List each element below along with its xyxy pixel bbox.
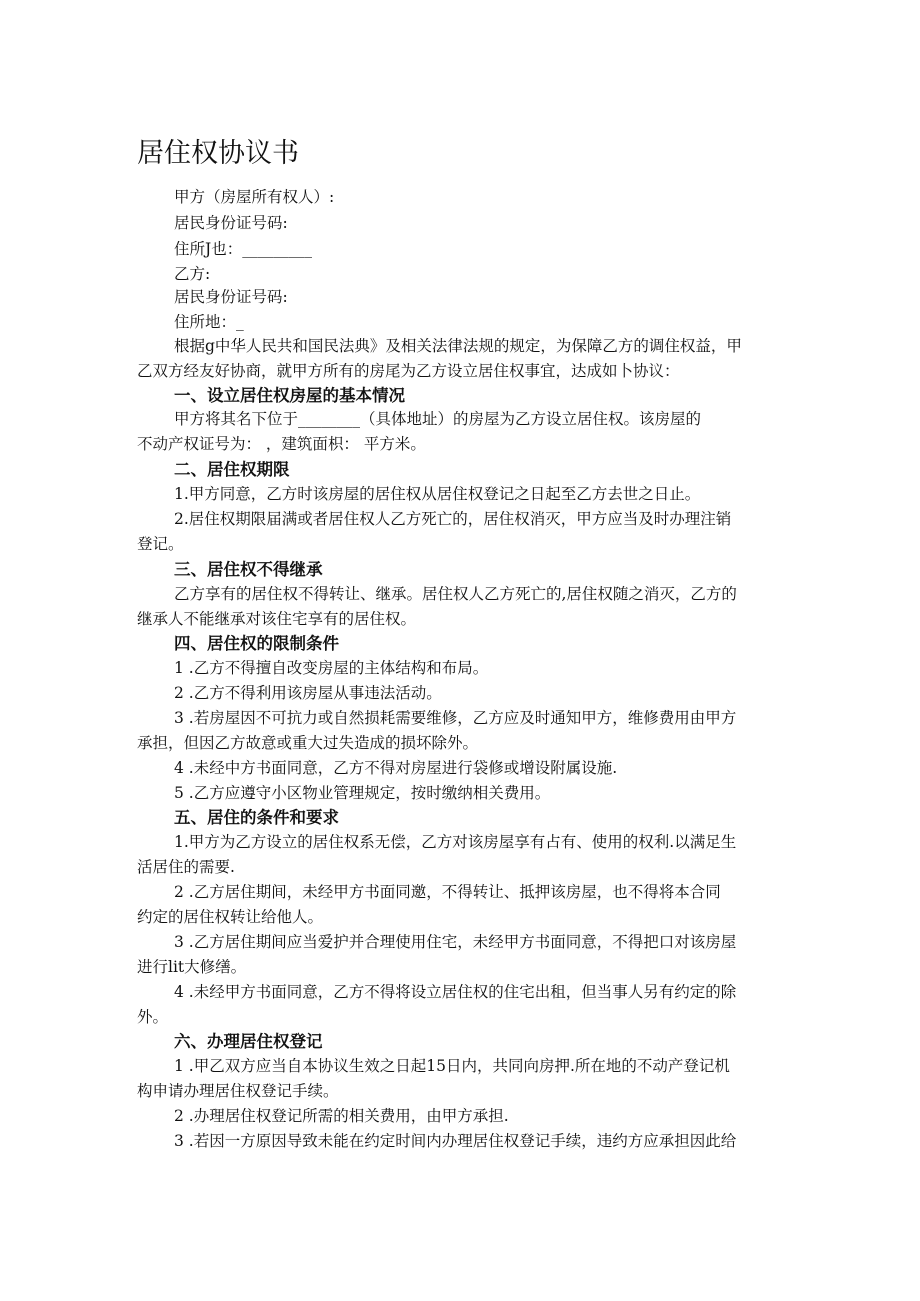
section-6-para-1-line-1: 1 .甲乙双方应当自本协议生效之日起15日内，共同向房押.所在地的不动产登记机 bbox=[174, 1057, 730, 1075]
section-1-line-2: 不动产权证号为： ，建筑面枳： 平方米。 bbox=[137, 435, 426, 453]
section-4-para-5: 5 .乙方应遵守小区物业管理规定，按时缴纳相关费用。 bbox=[174, 784, 551, 802]
party-b-id-label: 居民身份证号码: bbox=[174, 288, 288, 306]
section-6-heading: 六、办理居住权登记 bbox=[174, 1032, 323, 1051]
section-2-para-1: 1.甲方同意，乙方时该房屋的居住权从居住权登记之日起至乙方去世之日止。 bbox=[174, 485, 701, 503]
section-5-para-3-line-1: 3 .乙方居住期间应当爱护并合理使用住宅，未经甲方书面同意，不得把口对该房屋 bbox=[174, 933, 737, 951]
section-3-line-1: 乙方享有的居住权不得转让、继承。居住权人乙方死亡的,居住权随之消灭，乙方的 bbox=[174, 585, 737, 603]
preamble-line-1: 根据g中华人民共和国民法典》及相关法律法规的规定，为保障乙方的调住权益，甲 bbox=[174, 337, 742, 355]
document-title: 居住权协议书 bbox=[137, 138, 299, 169]
section-3-heading: 三、居住权不得继承 bbox=[174, 560, 323, 579]
party-a-id-label: 居民身份证号码: bbox=[174, 214, 288, 232]
section-4-heading: 四、居住权的限制条件 bbox=[174, 634, 339, 653]
section-4-para-4: 4 .未经中方书面同意，乙方不得对房屋进行袋修或增设附属设施. bbox=[174, 759, 618, 777]
party-b-address-label: 住所地：_ bbox=[174, 313, 244, 331]
section-5-para-4-line-1: 4 .未经甲方书面同意，乙方不得将设立居住权的住宅出租，但当事人另有约定的除 bbox=[174, 983, 737, 1001]
section-5-heading: 五、居住的条件和要求 bbox=[174, 808, 339, 827]
section-2-para-2-line-1: 2.居住权期限届满或者居住权人乙方死亡的，居住权消灭，甲方应当及时办理注销 bbox=[174, 510, 732, 528]
party-a-label: 甲方（房屋所有权人）: bbox=[174, 188, 335, 206]
section-3-line-2: 继承人不能继承对该住宅享有的居住权。 bbox=[137, 610, 417, 628]
party-b-label: 乙方: bbox=[174, 265, 211, 283]
party-a-address-label: 住所J也：_________ bbox=[174, 240, 312, 258]
section-5-para-1-line-1: 1.甲方为乙方设立的居住权系无偿，乙方对该房屋享有占有、使用的权利.以满足生 bbox=[174, 833, 737, 851]
section-4-para-3-line-2: 承担，但因乙方故意或重大过失造成的损坏除外。 bbox=[137, 734, 479, 752]
section-6-para-1-line-2: 构申请办理居住权登记手续。 bbox=[137, 1082, 339, 1100]
section-2-heading: 二、居住权期限 bbox=[174, 460, 290, 479]
section-1-line-1: 甲方将其名下位于________（具体地址）的房屋为乙方设立居住权。该房屋的 bbox=[174, 410, 702, 428]
section-4-para-2: 2 .乙方不得利用该房屋从事违法活动。 bbox=[174, 684, 442, 702]
section-4-para-1: 1 .乙方不得擅自改变房屋的主体结构和布局。 bbox=[174, 659, 489, 677]
section-6-para-3: 3 .若因一方原因导致未能在约定时间内办理居住权登记手续，违约方应承担因此给 bbox=[174, 1132, 737, 1150]
preamble-line-2: 乙双方经友好协商，就甲方所有的房尾为乙方设立居住权事宜，达成如卜协议： bbox=[137, 362, 680, 380]
section-1-heading: 一、设立居住权房屋的基本情况 bbox=[174, 386, 405, 405]
section-5-para-2-line-1: 2 .乙方居住期间，未经甲方书面同邀，不得转让、抵押该房屋，也不得将本合同 bbox=[174, 883, 721, 901]
section-6-para-2: 2 .办理居住权登记所需的相关费用，由甲方承担. bbox=[174, 1107, 509, 1125]
section-5-para-3-line-2: 进行lit大修缮。 bbox=[137, 958, 247, 976]
section-5-para-2-line-2: 约定的居住权转让给他人。 bbox=[137, 908, 324, 926]
section-4-para-3-line-1: 3 .若房屋因不可抗力或自然损耗需要维修，乙方应及时通知甲方，维修费用由甲方 bbox=[174, 709, 737, 727]
section-2-para-2-line-2: 登记。 bbox=[137, 535, 184, 553]
section-5-para-1-line-2: 活居住的需要. bbox=[137, 858, 235, 876]
section-5-para-4-line-2: 外。 bbox=[137, 1008, 169, 1026]
